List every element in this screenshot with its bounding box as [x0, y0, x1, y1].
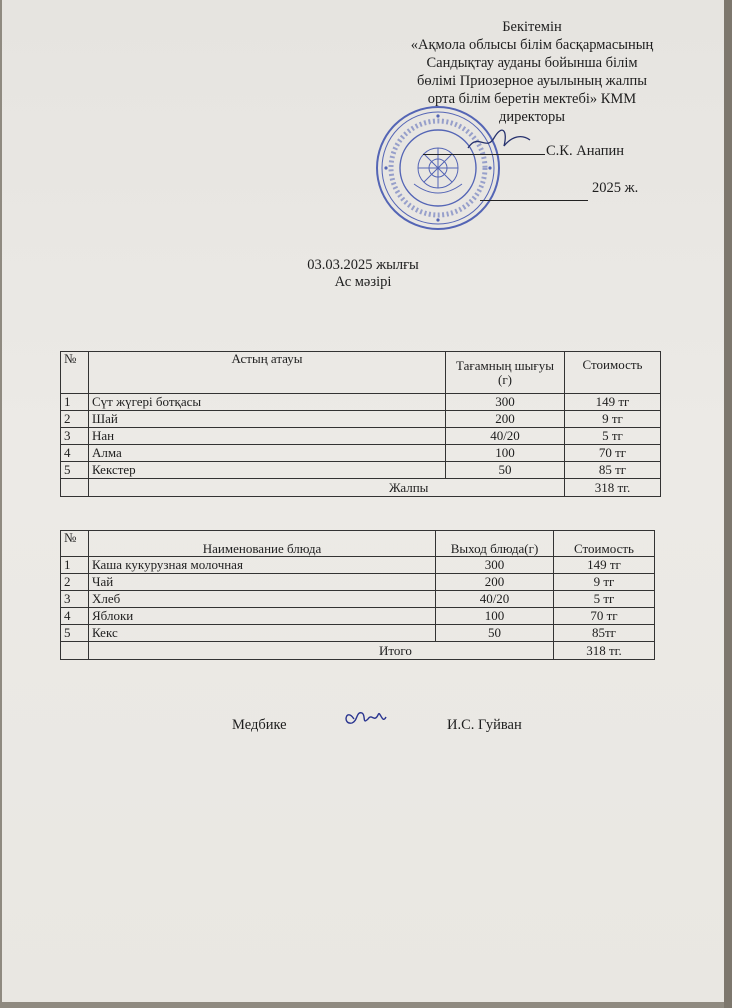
dish-yield: 50 [446, 462, 565, 479]
table-row [61, 428, 661, 445]
table-row [61, 625, 655, 642]
director-name: С.К. Анапин [546, 143, 624, 159]
total-row [61, 479, 661, 497]
approval-line: бөлімі Приозерное ауылының жалпы [417, 73, 647, 89]
table-row [61, 462, 661, 479]
table-row [61, 574, 655, 591]
official-seal-icon [374, 104, 502, 232]
total-label: Итого [89, 642, 554, 660]
row-number: 5 [61, 625, 89, 642]
header-cell: Наименование блюда [89, 531, 436, 557]
signature-line [423, 154, 545, 155]
dish-yield: 300 [446, 394, 565, 411]
dish-name: Каша кукурузная молочная [89, 557, 436, 574]
approval-year: 2025 ж. [592, 180, 639, 196]
total-spacer [61, 642, 89, 660]
approval-line: орта білім беретін мектебі» КММ [427, 91, 637, 107]
menu-date: 03.03.2025 жылғы [307, 257, 419, 273]
table-header-row [61, 531, 655, 557]
dish-price: 5 тг [565, 428, 661, 445]
nurse-signature-icon [340, 703, 388, 731]
photo-background-edge [724, 0, 732, 1008]
dish-name: Сүт жүгері ботқасы [89, 394, 446, 411]
dish-name: Чай [89, 574, 436, 591]
dish-yield: 50 [436, 625, 554, 642]
dish-price: 5 тг [554, 591, 655, 608]
dish-price: 85тг [554, 625, 655, 642]
table-header-row [61, 352, 661, 394]
header-cell: Тағамның шығуы (г) [446, 352, 565, 394]
dish-yield: 100 [436, 608, 554, 625]
dish-yield: 100 [446, 445, 565, 462]
dish-name: Шай [89, 411, 446, 428]
row-number: 1 [61, 394, 89, 411]
row-number: 1 [61, 557, 89, 574]
dish-name: Кекс [89, 625, 436, 642]
dish-price: 9 тг [554, 574, 655, 591]
menu-table-russian [60, 530, 655, 660]
dish-price: 70 тг [554, 608, 655, 625]
dish-price: 85 тг [565, 462, 661, 479]
menu-table-kazakh [60, 351, 661, 497]
row-number: 4 [61, 445, 89, 462]
table-row [61, 411, 661, 428]
row-number: 2 [61, 574, 89, 591]
dish-yield: 200 [436, 574, 554, 591]
total-label: Жалпы [89, 479, 565, 497]
nurse-role: Медбике [232, 717, 287, 733]
dish-name: Алма [89, 445, 446, 462]
row-number: 5 [61, 462, 89, 479]
row-number: 3 [61, 591, 89, 608]
header-cell: № [61, 531, 89, 557]
table-row [61, 591, 655, 608]
table-row [61, 608, 655, 625]
date-line [480, 200, 588, 201]
dish-yield: 40/20 [436, 591, 554, 608]
header-cell: Астың атауы [89, 352, 446, 394]
approval-line: Бекітемін [502, 19, 562, 35]
total-value: 318 тг. [565, 479, 661, 497]
dish-yield: 300 [436, 557, 554, 574]
menu-title: Ас мәзірі [334, 274, 392, 290]
dish-price: 9 тг [565, 411, 661, 428]
total-value: 318 тг. [554, 642, 655, 660]
row-number: 3 [61, 428, 89, 445]
header-cell: Стоимость [565, 352, 661, 394]
dish-yield: 200 [446, 411, 565, 428]
dish-yield: 40/20 [446, 428, 565, 445]
table-row [61, 557, 655, 574]
dish-price: 70 тг [565, 445, 661, 462]
approval-line: директоры [498, 109, 566, 125]
header-cell: Выход блюда(г) [436, 531, 554, 557]
dish-name: Яблоки [89, 608, 436, 625]
table-row [61, 445, 661, 462]
approval-line: Сандықтау ауданы бойынша білім [426, 55, 638, 71]
row-number: 2 [61, 411, 89, 428]
header-cell: Стоимость [554, 531, 655, 557]
dish-name: Нан [89, 428, 446, 445]
dish-price: 149 тг [565, 394, 661, 411]
document-sheet [2, 0, 724, 1002]
dish-name: Кекстер [89, 462, 446, 479]
header-cell: № [61, 352, 89, 394]
total-row [61, 642, 655, 660]
nurse-name: И.С. Гуйван [447, 717, 522, 733]
dish-name: Хлеб [89, 591, 436, 608]
table-row [61, 394, 661, 411]
row-number: 4 [61, 608, 89, 625]
dish-price: 149 тг [554, 557, 655, 574]
approval-line: «Ақмола облысы білім басқармасының [410, 37, 654, 53]
total-spacer [61, 479, 89, 497]
